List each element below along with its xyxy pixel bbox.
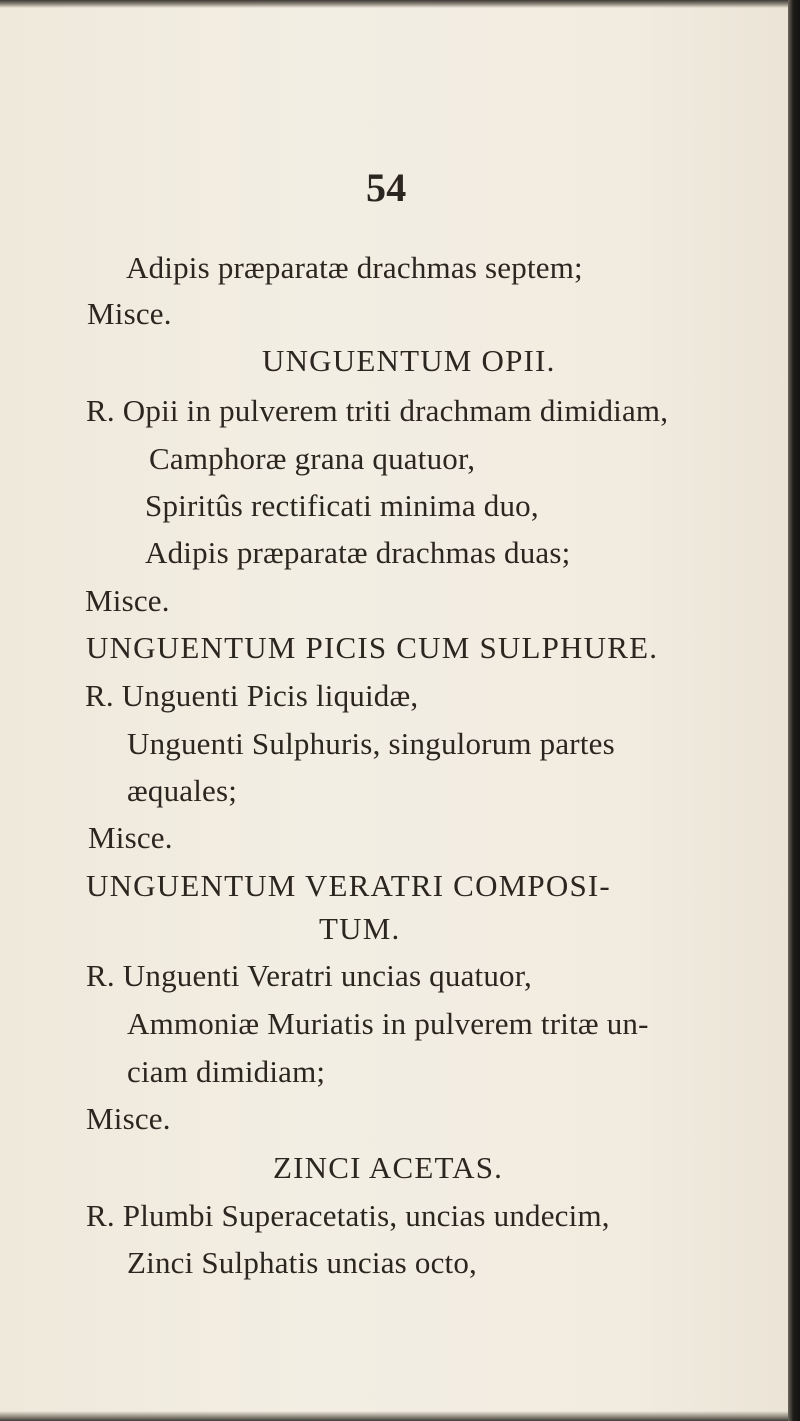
text-line: Camphoræ grana quatuor, <box>149 441 476 476</box>
text-line: Misce. <box>88 820 173 855</box>
text-line: Zinci Sulphatis uncias octo, <box>127 1245 477 1280</box>
text-line: Unguenti Sulphuris, singulorum partes <box>127 726 615 761</box>
text-line: Adipis præparatæ drachmas septem; <box>126 250 583 285</box>
section-heading: ZINCI ACETAS. <box>273 1150 504 1185</box>
text-line: Ammoniæ Muriatis in pulverem tritæ un- <box>127 1006 649 1041</box>
text-line: Adipis præparatæ drachmas duas; <box>145 535 571 570</box>
section-heading: UNGUENTUM PICIS CUM SULPHURE. <box>86 630 659 665</box>
text-line: Misce. <box>86 1101 171 1136</box>
book-binding-edge <box>788 0 800 1421</box>
text-line: R. Unguenti Veratri uncias quatuor, <box>86 958 532 993</box>
section-heading: UNGUENTUM OPII. <box>262 343 556 378</box>
text-line: Misce. <box>87 296 172 331</box>
text-line: Spiritûs rectificati minima duo, <box>145 488 539 523</box>
text-line: R. Unguenti Picis liquidæ, <box>85 678 419 713</box>
text-line: R. Opii in pulverem triti drachmam dimidiam, <box>86 393 669 428</box>
text-line: ciam dimidiam; <box>127 1054 326 1089</box>
text-line: æquales; <box>127 773 238 808</box>
text-line: Misce. <box>85 583 170 618</box>
page-number: 54 <box>366 165 407 210</box>
section-heading: TUM. <box>319 911 401 946</box>
text-line: R. Plumbi Superacetatis, uncias undecim, <box>86 1198 610 1233</box>
section-heading: UNGUENTUM VERATRI COMPOSI- <box>86 868 611 903</box>
